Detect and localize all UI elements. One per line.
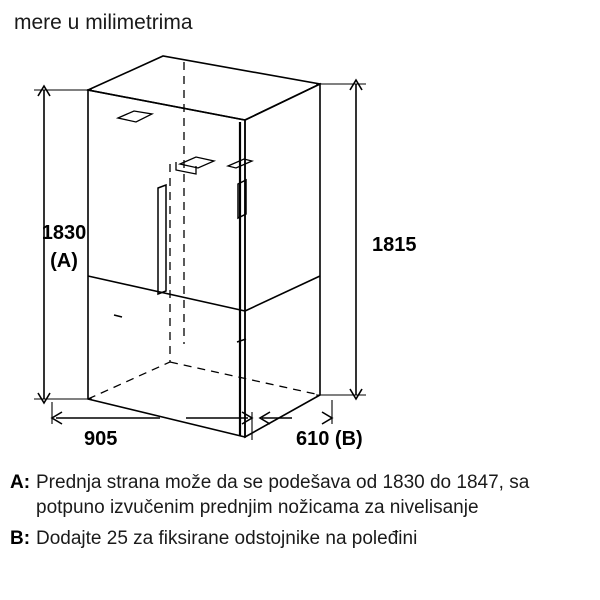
cabinet-top-face (88, 56, 320, 120)
top-hinge-mid (180, 157, 214, 168)
dimension-label-height-front-value: 1830 (41, 222, 87, 244)
dimension-label-height-rear: 1815 (372, 234, 417, 256)
front-door-split (245, 276, 320, 311)
notes-list (10, 470, 594, 557)
note-key-a: A: (10, 472, 31, 493)
note-key-b: B: (10, 528, 31, 549)
cabinet-front-face (245, 84, 320, 437)
note-text-b: Dodajte 25 za fiksirane odstojnike na poleđini (36, 528, 418, 549)
upper-door-handle (158, 185, 166, 294)
note-item-b (10, 526, 594, 551)
note-item-a (10, 470, 594, 520)
dimension-label-height-front-qualifier: (A) (50, 250, 78, 272)
lower-door-handle-left (114, 315, 122, 317)
page-title: mere u milimetrima (14, 11, 193, 34)
depth-arrow-right (322, 412, 332, 424)
dimension-label-depth: 610 (B) (296, 428, 363, 450)
note-text-a: Prednja strana može da se podešava od 1830 do 1847, sa potpuno izvučenim prednjim nožicama za nivelisanje (36, 472, 530, 518)
top-hinge-left (118, 111, 152, 122)
dimension-label-width: 905 (84, 428, 118, 450)
appliance-dimension-drawing (0, 44, 600, 464)
